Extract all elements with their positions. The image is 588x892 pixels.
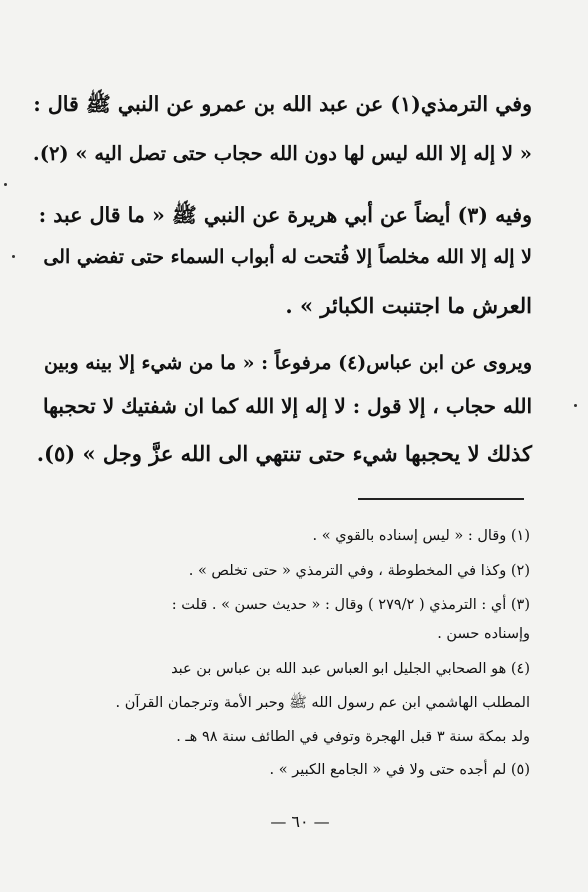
- main-text-line: الله حجاب ، إلا قول : لا إله إلا الله كما ان شفتيك لا تحجبها: [43, 394, 532, 418]
- scan-speck: [12, 255, 15, 258]
- footnote-line: وإسناده حسن .: [437, 626, 530, 642]
- main-text-line: ويروى عن ابن عباس(٤) مرفوعاً : « ما من شيء إلا بينه وبين: [43, 352, 532, 374]
- scan-speck: [4, 183, 7, 186]
- page-number: — ٦٠ —: [270, 812, 330, 831]
- main-text-line: العرش ما اجتنبت الكبائر » .: [285, 293, 532, 318]
- footnote-line: المطلب الهاشمي ابن عم رسول الله ﷺ وحبر الأمة وترجمان القرآن .: [115, 695, 530, 711]
- main-text-line: لا إله إلا الله مخلصاً إلا فُتحت له أبواب السماء حتى تفضي الى: [43, 246, 532, 268]
- footnote-separator: [358, 498, 524, 500]
- footnote-line: (٤) هو الصحابي الجليل ابو العباس عبد الله بن عباس بن عبد: [171, 661, 530, 677]
- main-text-line: وفيه (٣) أيضاً عن أبي هريرة عن النبي ﷺ « ما قال عبد :: [38, 203, 532, 227]
- main-text-line: وفي الترمذي(١) عن عبد الله بن عمرو عن النبي ﷺ قال :: [33, 92, 532, 116]
- footnote-line: (٣) أي : الترمذي ( ٢٧٩/٢ ) وقال : « حديث حسن » . قلت :: [171, 597, 530, 613]
- footnote-line: (٢) وكذا في المخطوطة ، وفي الترمذي « حتى تخلص » .: [188, 563, 530, 579]
- scan-speck: [574, 404, 577, 407]
- footnote-line: (٥) لم أجده حتى ولا في « الجامع الكبير » .: [269, 762, 530, 778]
- footnote-line: (١) وقال : « ليس إسناده بالقوي » .: [312, 528, 530, 544]
- footnote-line: ولد بمكة سنة ٣ قبل الهجرة وتوفي في الطائف سنة ٩٨ هـ .: [176, 729, 530, 745]
- main-text-line: كذلك لا يحجبها شيء حتى تنتهي الى الله عزَّ وجل » (٥).: [36, 441, 532, 466]
- main-text-line: « لا إله إلا الله ليس لها دون الله حجاب حتى تصل اليه » (٢).: [32, 142, 532, 165]
